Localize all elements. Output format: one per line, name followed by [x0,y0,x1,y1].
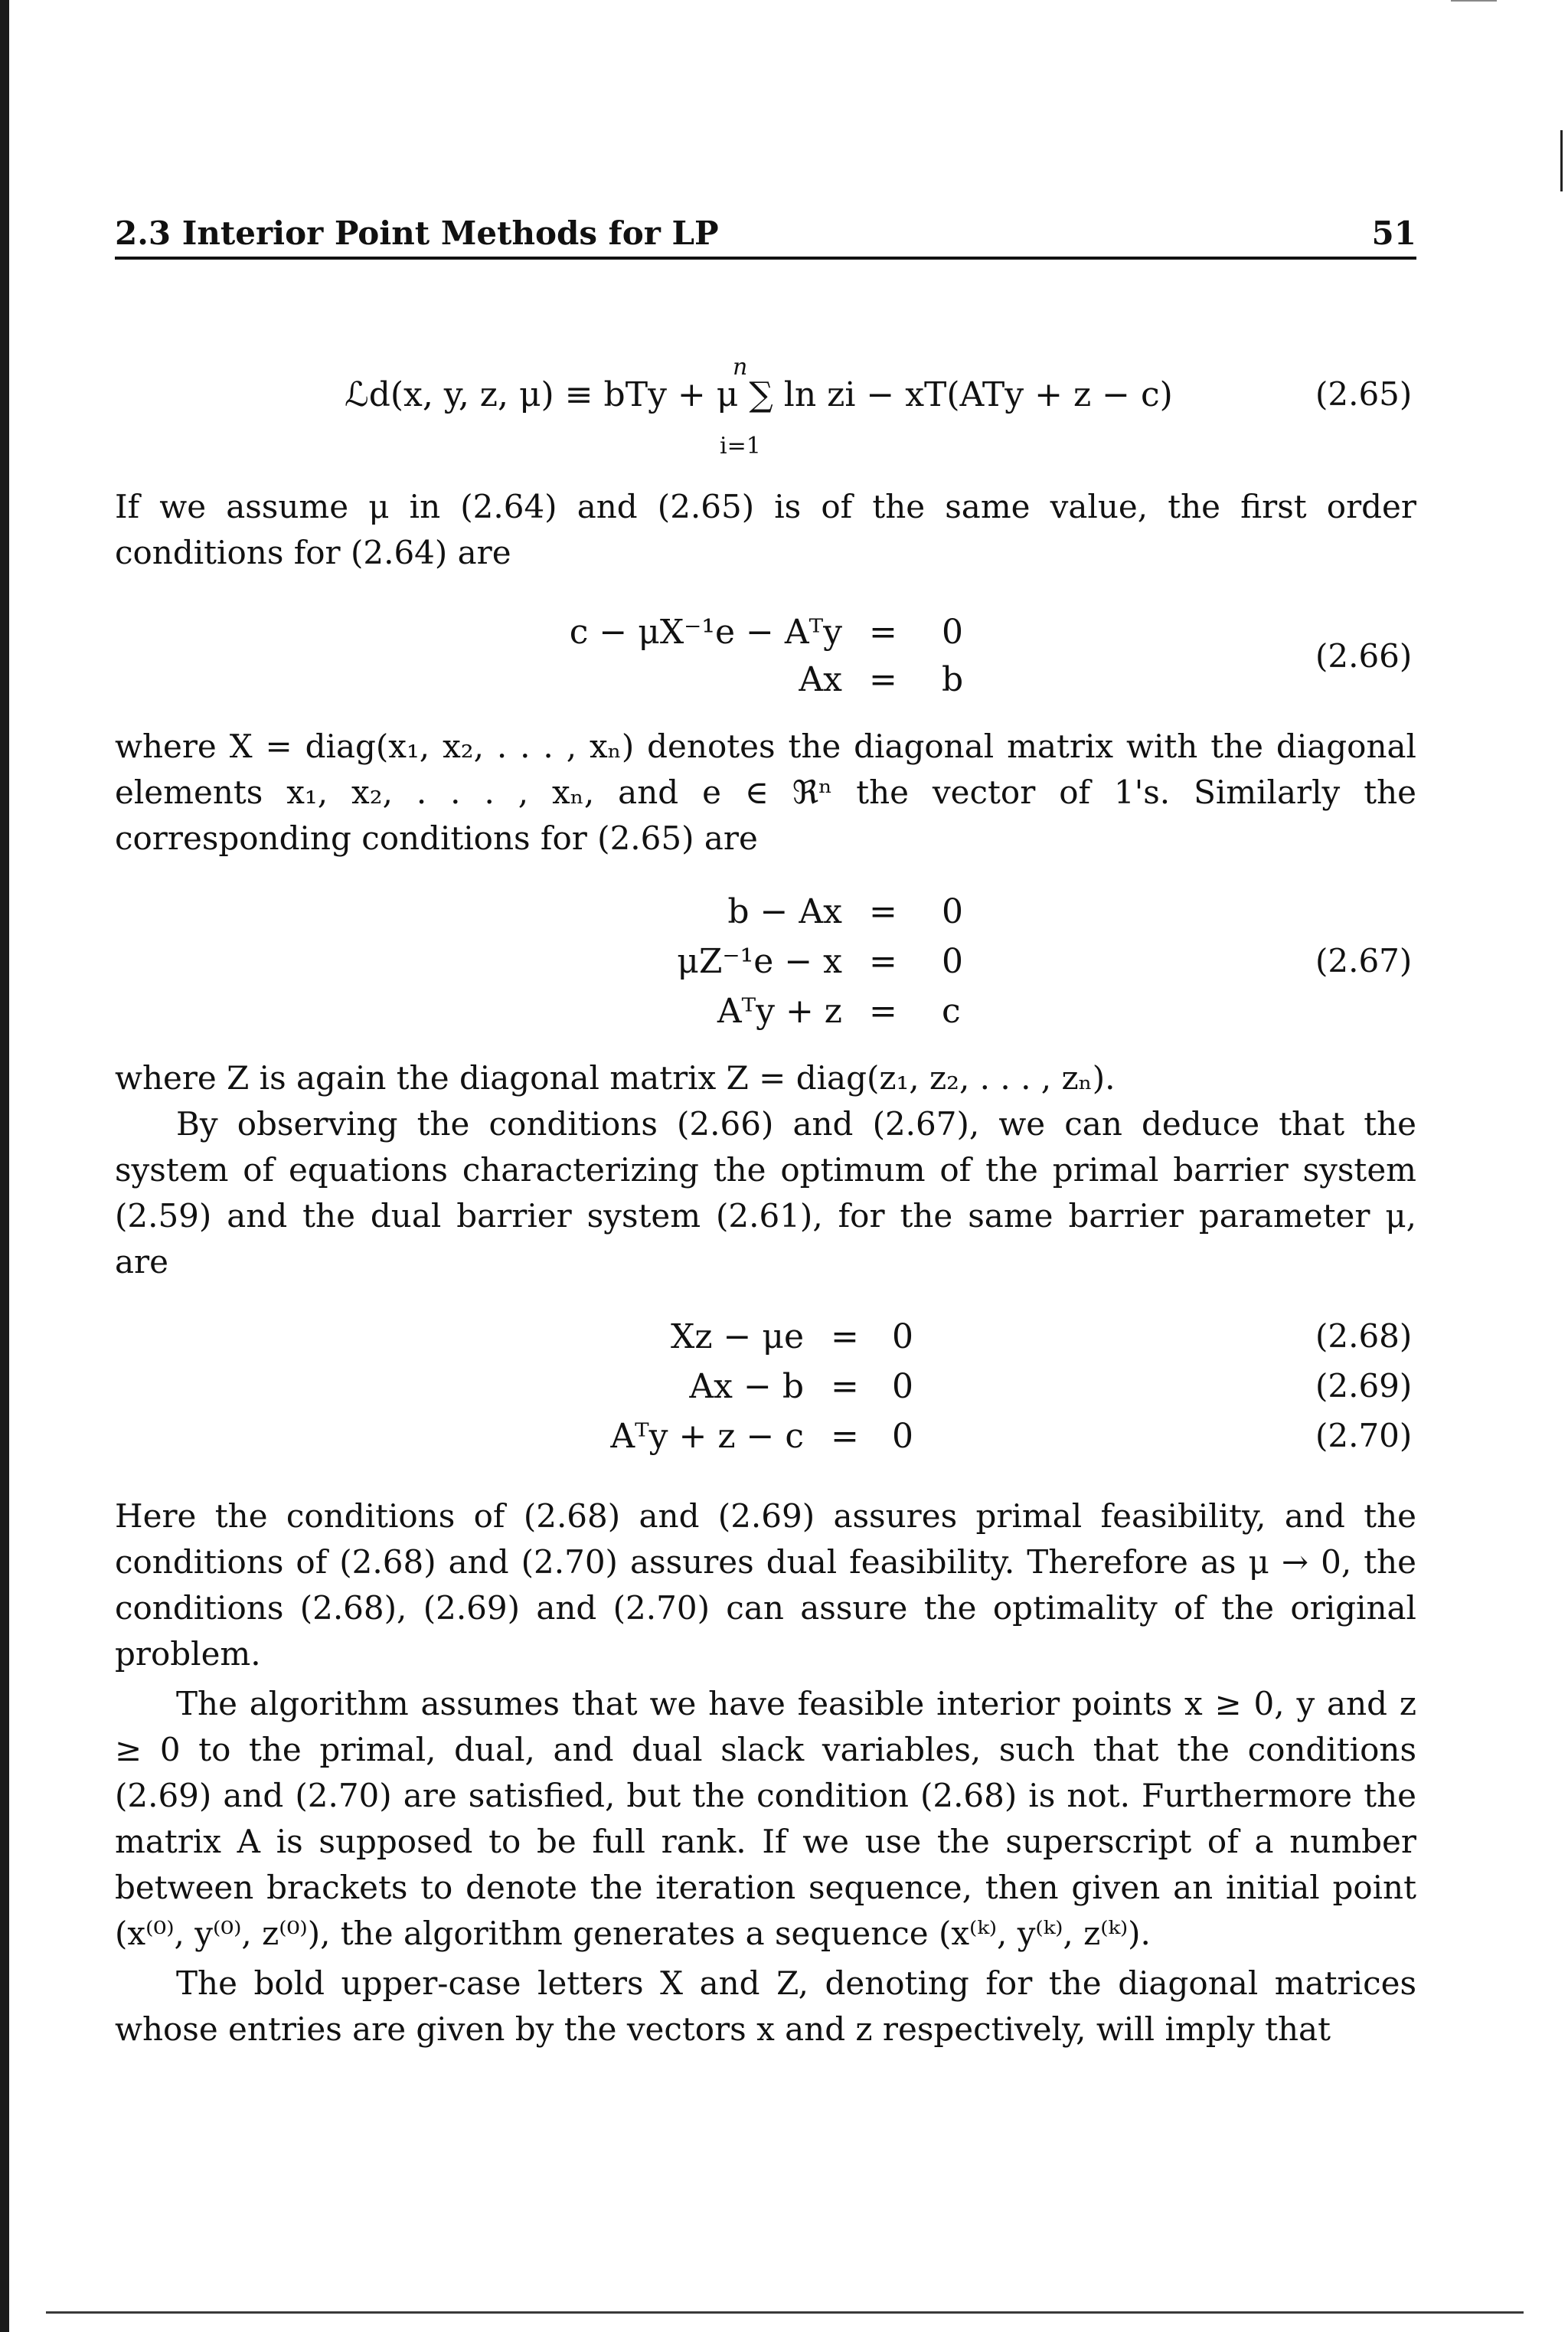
page-number: 51 [1371,214,1416,252]
paragraph-diagonal-matrix: where X = diag(x₁, x₂, . . . , xₙ) denotes the diagonal matrix with the diagonal elements x₁, x₂, . . . , xₙ, and e ∈ ℜⁿ the vector of 1's. Similarly the corresponding conditions for (2.65) are [115,728,1416,857]
sum-lower-limit: i=1 [720,433,761,460]
equation-rhs: 0 [942,892,963,931]
equation-operator: = [869,992,897,1031]
equation-operator: = [831,1417,859,1456]
equation-2-65-body: ℒd(x, y, z, μ) ≡ bTy + μ ∑ ln zi − xT(ATy + z − c) [345,375,1173,414]
equation-lhs: Xz − μe [671,1317,804,1356]
equation-operator: = [869,942,897,981]
equation-number: (2.70) [1315,1417,1413,1454]
section-title: 2.3 Interior Point Methods for LP [115,214,719,252]
equation-operator: = [869,660,897,699]
equation-lhs: b − Ax [727,892,842,931]
scan-mark-top [1451,0,1497,12]
equation-lhs: Aᵀy + z [717,992,842,1031]
equation-rhs: 0 [942,613,963,652]
paragraph-optimum-system: By observing the conditions (2.66) and (2.67), we can deduce that the system of equations characterizing the optimum of the primal barrier system (2.59) and the dual barrier system (2.61), for the same barrier parameter μ, are [115,1105,1416,1280]
equation-operator: = [831,1317,859,1356]
equation-lhs: Ax − b [689,1367,804,1406]
paragraph-first-order: If we assume μ in (2.64) and (2.65) is of the same value, the first order conditions for (2.64) are [115,488,1416,571]
equation-rhs: c [942,992,961,1031]
equation-lhs: μZ⁻¹e − x [677,942,842,981]
paragraph-diagonal-letters: The bold upper-case letters X and Z, denoting for the diagonal matrices whose entries are given by the vectors x and z respectively, will imply that [115,1964,1416,2048]
equation-number: (2.69) [1315,1367,1413,1405]
equation-rhs: 0 [892,1317,913,1356]
equation-rhs: 0 [942,942,963,981]
equation-number: (2.68) [1315,1317,1413,1355]
equation-operator: = [869,892,897,931]
equation-lhs: c − μX⁻¹e − Aᵀy [569,613,842,652]
scan-edge-left [0,0,9,2332]
scan-edge-bottom [46,2311,1524,2314]
equation-operator: = [831,1367,859,1406]
equation-rhs: 0 [892,1367,913,1406]
equation-number: (2.65) [1315,375,1413,413]
equation-lhs: Ax [799,660,842,699]
paragraph-z-matrix: where Z is again the diagonal matrix Z = diag(z₁, z₂, . . . , zₙ). [115,1059,1116,1097]
equation-lhs: Aᵀy + z − c [610,1417,804,1456]
paragraph-feasibility: Here the conditions of (2.68) and (2.69) assures primal feasibility, and the conditions of (2.68) and (2.70) assures dual feasibility. Therefore as μ → 0, the conditions (2.68), (2.69) and (2.70) can assure the optimality of the original problem. [115,1497,1416,1673]
equation-number: (2.66) [1315,637,1413,675]
scan-edge-right [1560,130,1563,191]
equation-number: (2.67) [1315,942,1413,980]
equation-rhs: b [942,660,964,699]
equation-operator: = [869,613,897,652]
running-header [115,211,1416,260]
sum-upper-limit: n [733,354,748,381]
equation-rhs: 0 [892,1417,913,1456]
paragraph-algorithm-assumptions: The algorithm assumes that we have feasible interior points x ≥ 0, y and z ≥ 0 to the primal, dual, and dual slack variables, such that the conditions (2.69) and (2.70) are satisfied, but the condition (2.68) is not. Furthermore the matrix A is supposed to be full rank. If we use the superscript of a number between brackets to denote the iteration sequence, then given an initial point (x⁽⁰⁾, y⁽⁰⁾, z⁽⁰⁾), the algorithm generates a sequence (x⁽ᵏ⁾, y⁽ᵏ⁾, z⁽ᵏ⁾). [115,1685,1416,1952]
